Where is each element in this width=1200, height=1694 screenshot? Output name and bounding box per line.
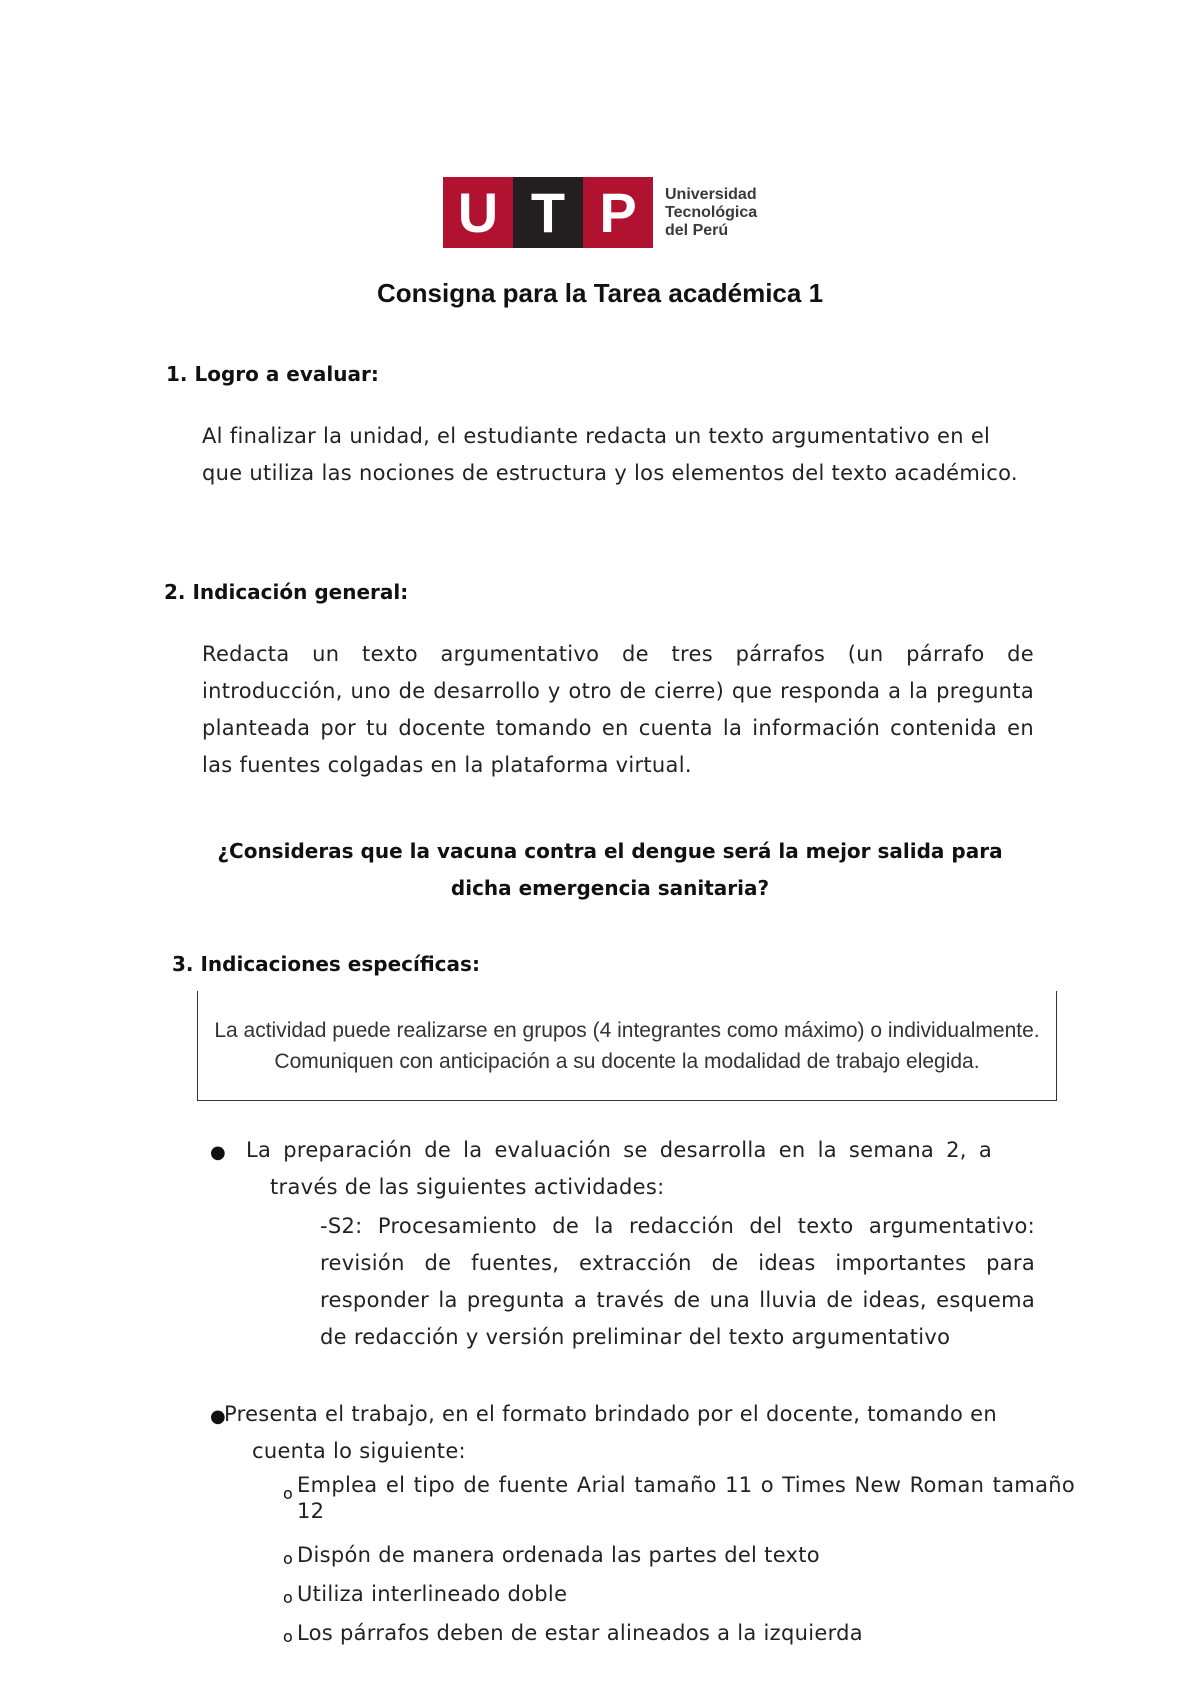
sub-bullet-marker: o [283, 1627, 293, 1646]
list-item-text: Presenta el trabajo, en el formato brindado por el docente, tomando en cuenta lo siguiente: [224, 1402, 997, 1463]
format-rule: Dispón de manera ordenada las partes del texto [297, 1543, 820, 1567]
activity-detail: -S2: Procesamiento de la redacción del texto argumentativo: revisión de fuentes, extracción de ideas importantes para responder la pregunta a través de una lluvia de ideas, esquema de redacción y versión preliminar del texto argumentativo [320, 1214, 1035, 1349]
document-title: Consigna para la Tarea académica 1 [376, 278, 824, 308]
section-2-text: Redacta un texto argumentativo de tres párrafos (un párrafo de introducción, uno de desarrollo y otro de cierre) que responda a la pregunta planteada por tu docente tomando en cuenta la información contenida en las fuentes colgadas en la plataforma virtual. [202, 642, 1034, 777]
section-3-heading: 3. Indicaciones específicas: [172, 952, 480, 976]
section-2-heading: 2. Indicación general: [164, 580, 409, 604]
format-rule: Utiliza interlineado doble [297, 1582, 568, 1606]
section-1-heading: 1. Logro a evaluar: [166, 362, 379, 386]
group-work-note-text: La actividad puede realizarse en grupos (4 integrantes como máximo) o individualmente. Comuniquen con anticipación a su docente la modalidad de trabajo elegida. [214, 1018, 1040, 1073]
list-item [222, 1396, 1022, 1470]
logo-letter-p: P [599, 181, 637, 244]
section-1-text: Al finalizar la unidad, el estudiante redacta un texto argumentativo en el que utiliza las nociones de estructura y los elementos del texto académico. [202, 424, 1018, 485]
list-item-text: La preparación de la evaluación se desarrolla en la semana 2, a través de las siguientes actividades: [246, 1138, 992, 1199]
logo-line: Tecnológica [665, 203, 758, 221]
logo-letter-u: U [457, 181, 499, 244]
format-rule: Los párrafos deben de estar alineados a la izquierda [297, 1621, 863, 1645]
logo-line: Universidad [665, 185, 757, 203]
logo-line: del Perú [665, 221, 729, 239]
utp-logo [443, 177, 758, 248]
format-rule: Emplea el tipo de fuente Arial tamaño 11 o Times New Roman tamaño 12 [297, 1473, 1075, 1523]
list-item [222, 1132, 992, 1206]
bullet-marker: ● [210, 1142, 226, 1163]
guiding-question: ¿Consideras que la vacuna contra el dengue será la mejor salida para dicha emergencia sanitaria? [217, 839, 1003, 900]
logo-mark [443, 177, 653, 248]
sub-bullet-marker: o [283, 1588, 293, 1607]
group-work-note [197, 991, 1057, 1101]
logo-letter-t: T [513, 177, 583, 248]
sub-bullet-marker: o [283, 1549, 293, 1568]
logo-wordmark [665, 177, 757, 248]
bullet-marker: ● [210, 1406, 226, 1427]
sub-bullet-marker: o [283, 1484, 293, 1503]
